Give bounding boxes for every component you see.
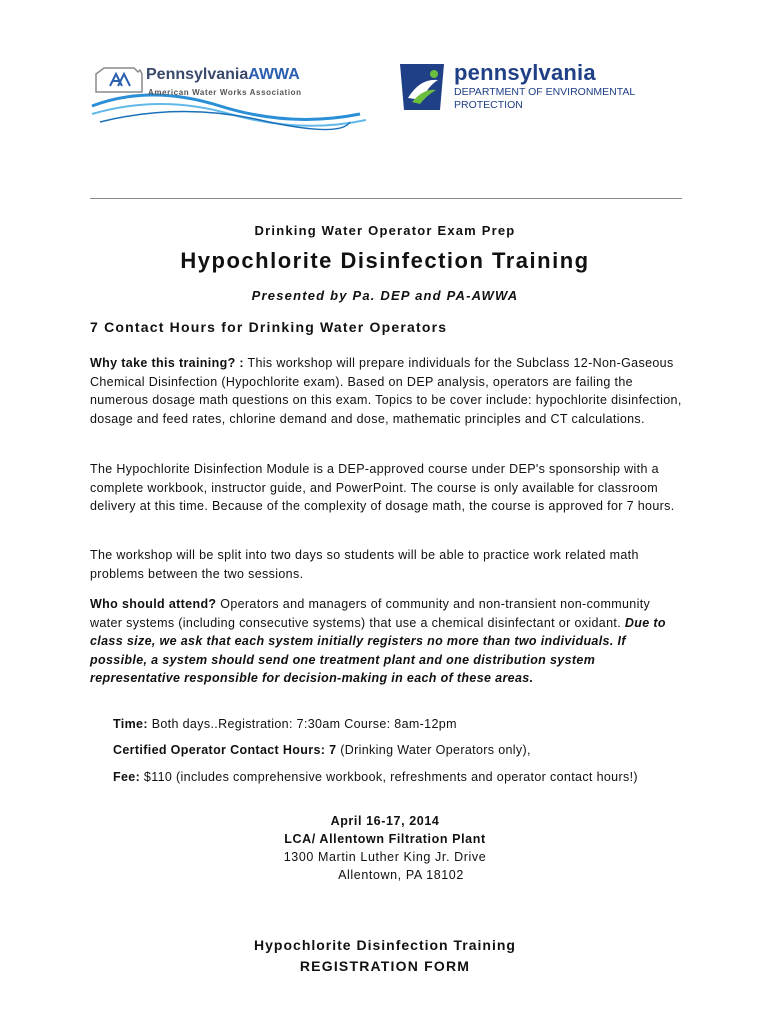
pa-awwa-logo [90, 62, 370, 142]
dep-subtitle: DEPARTMENT OF ENVIRONMENTAL PROTECTION [454, 86, 635, 111]
awwa-subtitle: American Water Works Association [148, 88, 302, 97]
awwa-name-part1: Pennsylvania [146, 66, 249, 83]
event-date: April 16-17, 2014 [330, 814, 440, 828]
fee-line [113, 768, 673, 787]
time-line [113, 715, 673, 734]
awwa-name-part2: AWWA [248, 66, 300, 83]
page-title: Hypochlorite Disinfection Training [180, 248, 590, 273]
dep-name: pennsylvania [454, 60, 596, 85]
presented-by: Presented by Pa. DEP and PA-AWWA [251, 288, 519, 303]
cert-value: (Drinking Water Operators only), [336, 743, 531, 757]
registration-form-heading: REGISTRATION FORM [299, 958, 471, 974]
fee-label: Fee: [113, 770, 141, 784]
event-address: 1300 Martin Luther King Jr. Drive [283, 850, 487, 864]
awwa-name [146, 66, 300, 84]
event-venue: LCA/ Allentown Filtration Plant [284, 832, 486, 846]
cert-hours-line [113, 741, 673, 760]
contact-hours-heading: 7 Contact Hours for Drinking Water Operators [90, 319, 448, 335]
time-label: Time: [113, 717, 148, 731]
exam-prep-heading: Drinking Water Operator Exam Prep [254, 223, 516, 238]
registration-title: Hypochlorite Disinfection Training [254, 937, 516, 953]
why-text: This workshop will prepare individuals for the Subclass 12-Non-Gaseous Chemical Disinfection (Hypochlorite exam). Based on DEP analysis, operators are failing the numerous dosage math questions on this exam. Topics to be cover include: hypochlorite disinfection, dosage and feed rates, chlorine demand and dose, mathematic principles and CT calculations. [90, 356, 682, 426]
who-text: Operators and managers of community and non-transient non-community water systems (including consecutive systems) that use a chemical disinfectant or oxidant. [90, 597, 651, 630]
who-emphasis: Due to class size, we ask that each system initially registers no more than two individuals. If possible, a system should send one treatment plant and one distribution system representative responsible for decision-making in each of these areas. [90, 615, 666, 685]
who-label: Who should attend? [90, 597, 217, 611]
module-paragraph: The Hypochlorite Disinfection Module is a DEP-approved course under DEP's sponsorship with a complete workbook, instructor guide, and PowerPoint. The course is only available for classroom delivery at this time. Because of the complexity of dosage math, the course is approved for 7 hours. [90, 462, 675, 513]
dep-keystone-icon [394, 58, 450, 114]
pa-dep-logo [394, 58, 654, 118]
header-divider [90, 198, 682, 199]
split-paragraph: The workshop will be split into two days so students will be able to practice work related math problems between the two sessions. [90, 548, 639, 581]
why-paragraph [90, 354, 684, 428]
cert-label: Certified Operator Contact Hours: 7 [113, 743, 337, 757]
who-paragraph [90, 595, 684, 688]
time-value: Both days..Registration: 7:30am Course: 8am-12pm [147, 717, 457, 731]
why-label: Why take this training? : [90, 356, 244, 370]
fee-value: $110 (includes comprehensive workbook, refreshments and operator contact hours!) [140, 770, 638, 784]
event-city: Allentown, PA 18102 [338, 868, 464, 882]
